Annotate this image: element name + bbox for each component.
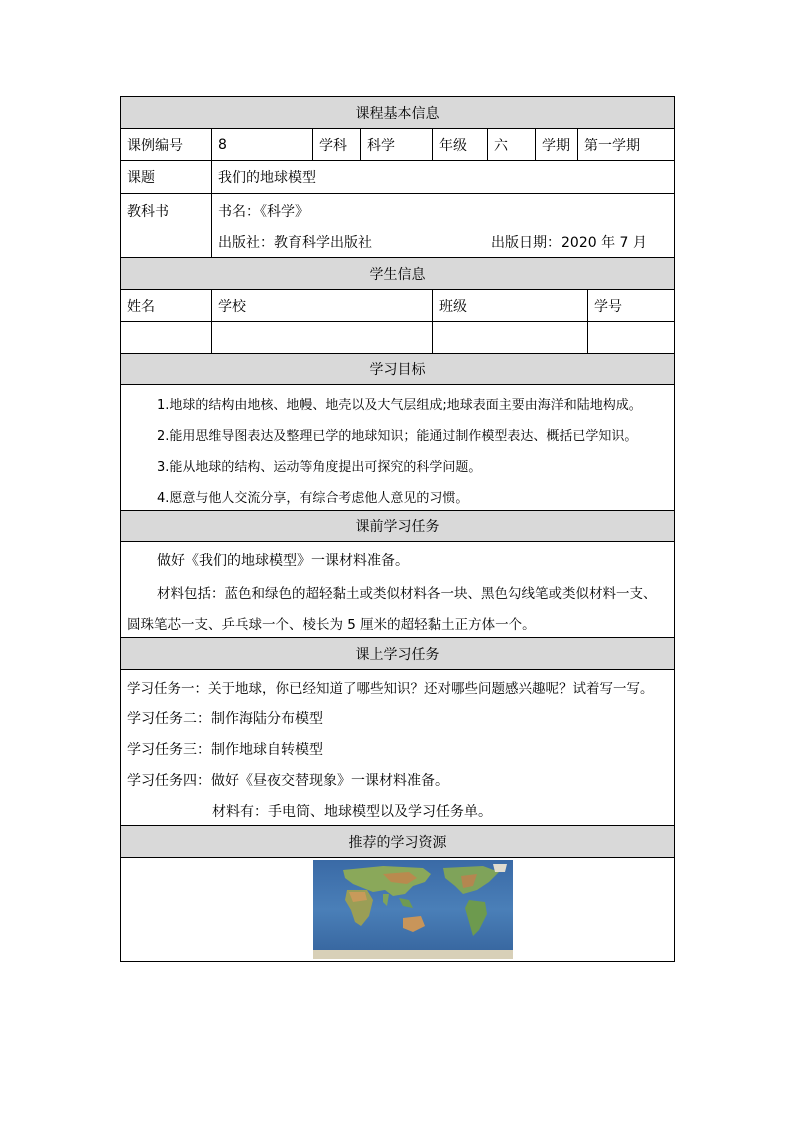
- publish-date: 出版日期：2020 年 7 月: [491, 235, 647, 251]
- resources-header: 推荐的学习资源: [121, 826, 674, 858]
- topic-label: 课题: [121, 161, 212, 193]
- class-field[interactable]: [433, 322, 588, 353]
- case-no-value: 8: [212, 129, 313, 160]
- class-task-3: 学习任务三：制作地球自转模型: [127, 742, 323, 758]
- name-field[interactable]: [121, 322, 212, 353]
- name-label: 姓名: [121, 290, 212, 321]
- world-map-image: [313, 860, 513, 959]
- pre-task-line: 做好《我们的地球模型》一课材料准备。: [157, 553, 409, 569]
- subject-value: 科学: [361, 129, 433, 160]
- course-info-header: 课程基本信息: [121, 97, 674, 129]
- objective-item: 1.地球的结构由地核、地幔、地壳以及大气层组成;地球表面主要由海洋和陆地构成。: [157, 398, 642, 413]
- publisher: 出版社：教育科学出版社: [218, 235, 372, 251]
- textbook-label: 教科书: [121, 194, 212, 257]
- class-task-4-materials: 材料有：手电筒、地球模型以及学习任务单。: [212, 804, 492, 820]
- objectives-header: 学习目标: [121, 354, 674, 385]
- pre-task-line: 圆珠笔芯一支、乒乓球一个、棱长为 5 厘米的超轻黏土正方体一个。: [127, 617, 536, 633]
- case-no-label: 课例编号: [121, 129, 212, 160]
- pre-tasks-header: 课前学习任务: [121, 511, 674, 542]
- pre-tasks-body: [121, 542, 674, 638]
- class-task-1: 学习任务一：关于地球，你已经知道了哪些知识？还对哪些问题感兴趣呢？试着写一写。: [127, 681, 654, 697]
- class-tasks-body: [121, 670, 674, 826]
- course-info-row: [121, 129, 674, 161]
- student-no-field[interactable]: [588, 322, 674, 353]
- student-info-values-row: [121, 322, 674, 354]
- student-no-label: 学号: [594, 298, 622, 315]
- term-value: 第一学期: [584, 137, 640, 154]
- objective-item: 2.能用思维导图表达及整理已学的地球知识；能通过制作模型表达、概括已学知识。: [157, 429, 638, 444]
- objectives-body: [121, 385, 674, 511]
- lesson-plan-table: [120, 96, 675, 962]
- topic-value: 我们的地球模型: [218, 170, 316, 186]
- objective-item: 3.能从地球的结构、运动等角度提出可探究的科学问题。: [157, 460, 482, 475]
- class-label: 班级: [433, 290, 588, 321]
- class-tasks-header: 课上学习任务: [121, 638, 674, 670]
- grade-value: 六: [488, 129, 536, 160]
- book-name: 书名：《科学》: [218, 204, 309, 220]
- school-field[interactable]: [212, 322, 433, 353]
- class-task-2: 学习任务二：制作海陆分布模型: [127, 711, 323, 727]
- student-info-labels-row: [121, 290, 674, 322]
- topic-row: [121, 161, 674, 194]
- grade-label: 年级: [433, 129, 488, 160]
- school-label: 学校: [212, 290, 433, 321]
- textbook-row: [121, 194, 674, 258]
- student-info-header: 学生信息: [121, 258, 674, 290]
- term-label: 学期: [536, 129, 578, 160]
- pre-task-line: 材料包括：蓝色和绿色的超轻黏土或类似材料各一块、黑色勾线笔或类似材料一支、: [157, 586, 657, 602]
- objective-item: 4.愿意与他人交流分享，有综合考虑他人意见的习惯。: [157, 491, 469, 506]
- subject-label: 学科: [313, 129, 361, 160]
- class-task-4: 学习任务四：做好《昼夜交替现象》一课材料准备。: [127, 773, 449, 789]
